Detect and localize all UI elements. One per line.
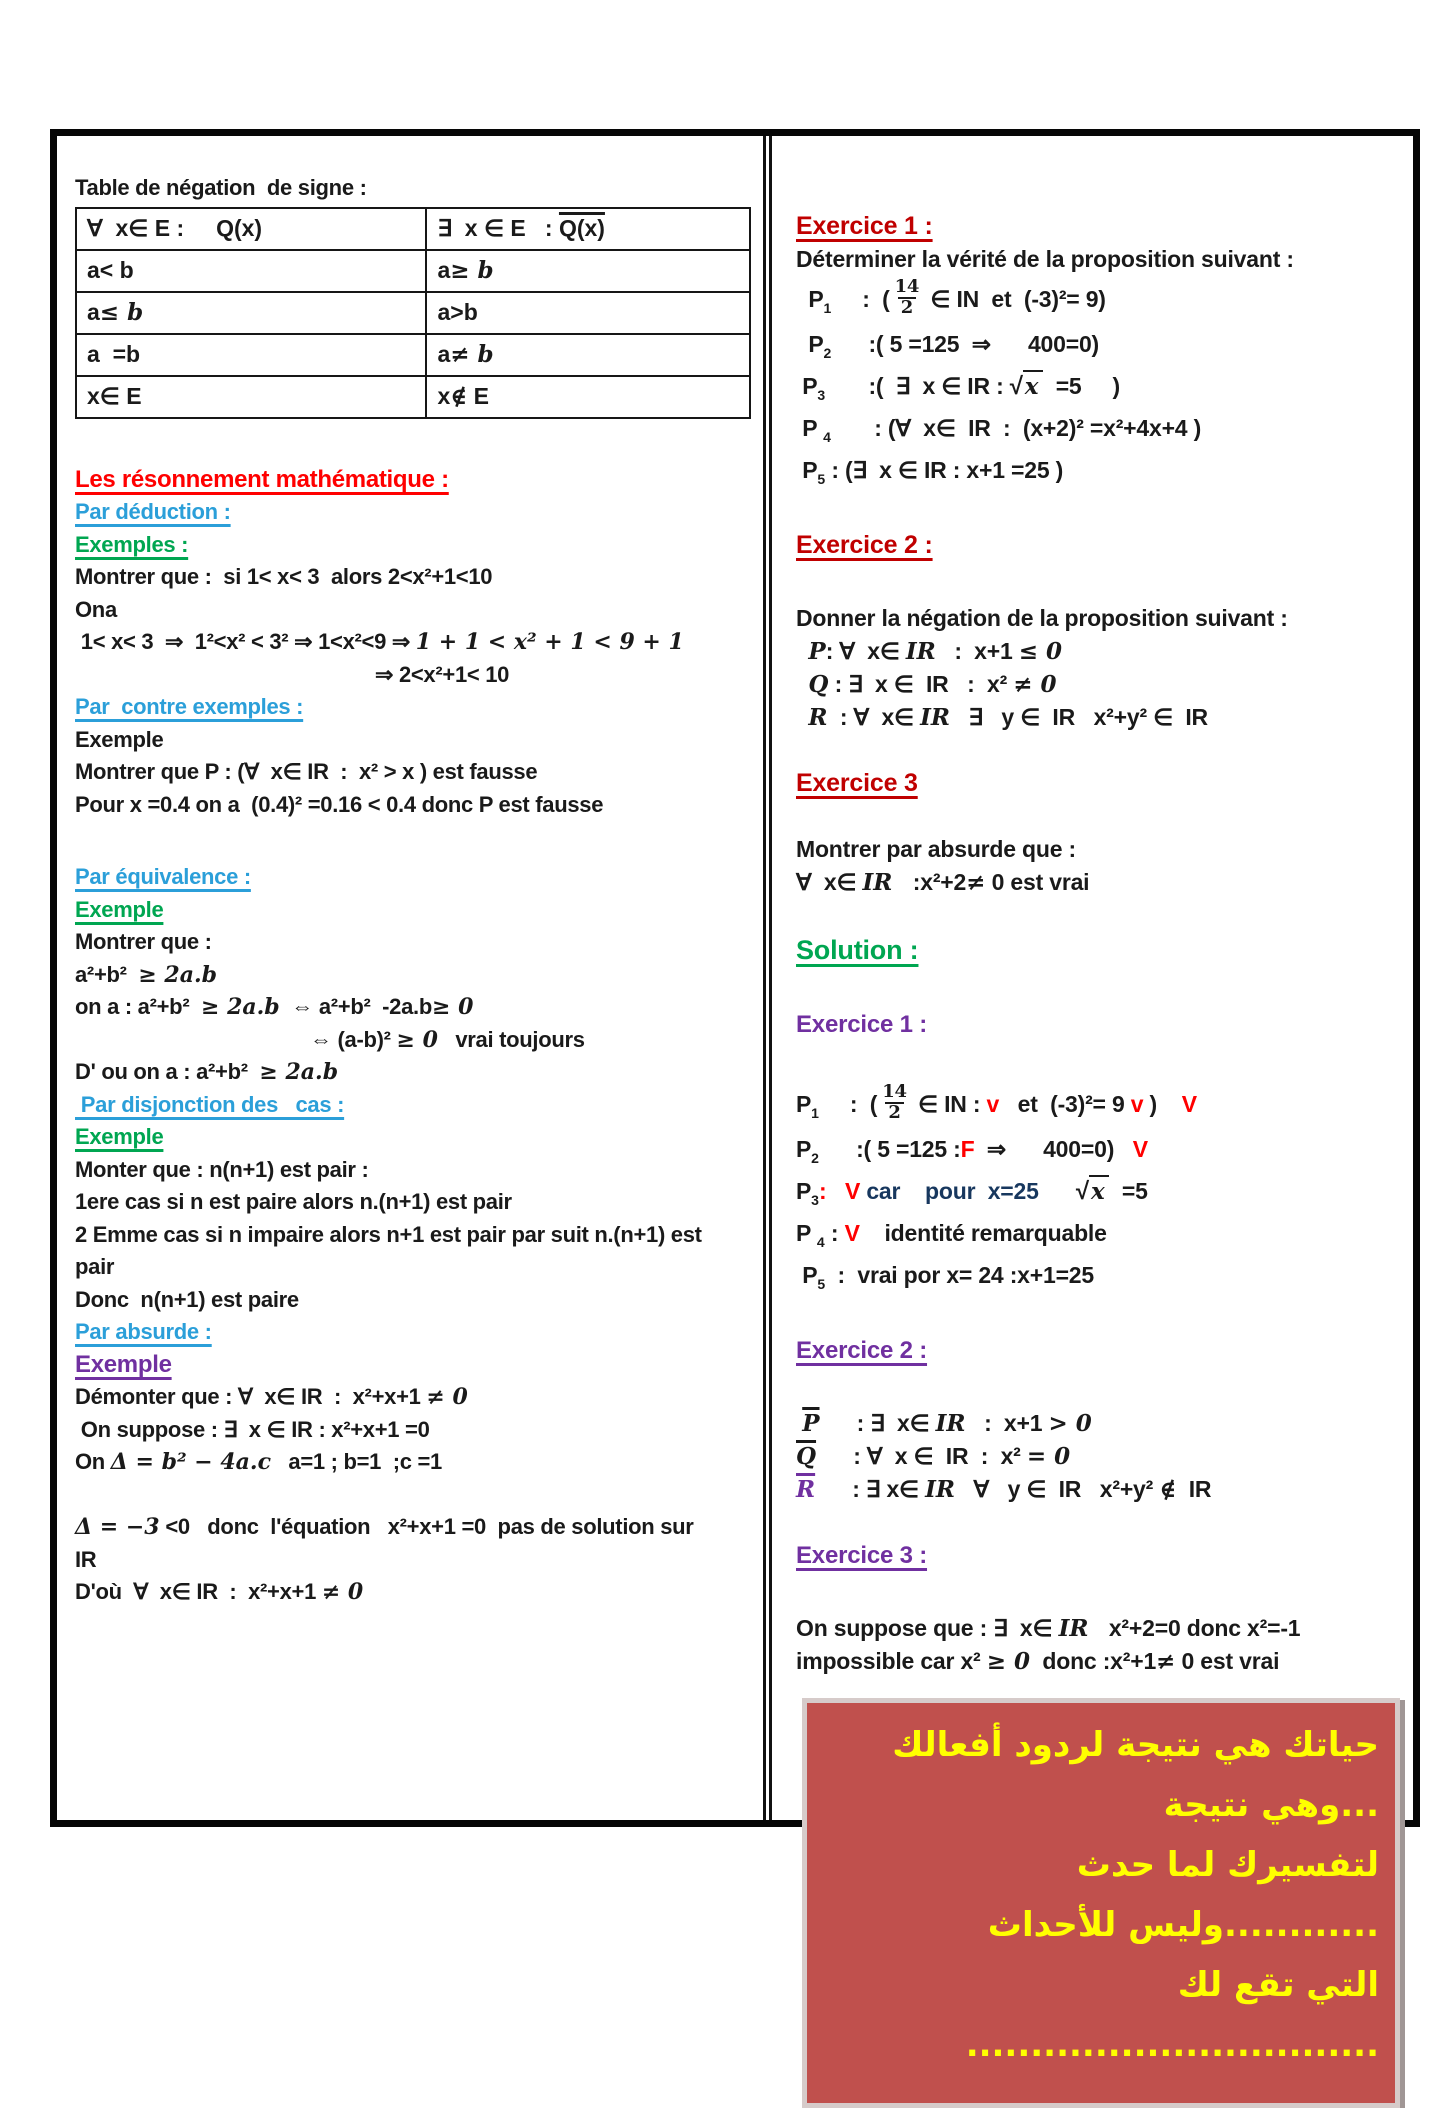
text-line: Exercice 2 : <box>796 530 933 559</box>
right-column <box>772 136 1413 2065</box>
spacer <box>796 496 1407 529</box>
quote-line: لتفسيرك لما حدث ............وليس للأحداث <box>987 1844 1379 1945</box>
text-line: $P_5$ : vrai por x= 24 :x+1=25 <box>796 1261 1094 1292</box>
text-line: Q : ∃ x ∈ IR : x² ≠ 0 <box>808 670 1057 698</box>
spacer <box>796 734 1407 767</box>
text-line: Par contre exemples : <box>75 694 304 719</box>
text-line: On suppose que : ∃ x∈ IR x²+2=0 donc x²=-1 <box>796 1614 1301 1642</box>
text-line: Exemple <box>75 1124 164 1149</box>
text-line: $P_1$ : ( $\frac{14}{2}$ ∈ IN : v et (-3)²= 9 v ) V <box>796 1080 1197 1123</box>
text-line: Par disjonction des cas : <box>75 1091 345 1117</box>
text-line: $\overline{Q}$ : ∀ x ∈ IR : x² = 0 <box>796 1442 1071 1470</box>
text-line: P $_4$ : (∀ x∈ IR : (x+2)² =x²+4x+4 ) <box>796 414 1202 445</box>
table-row <box>76 250 750 292</box>
table-row <box>76 208 750 250</box>
text-line: pair <box>75 1254 115 1279</box>
text-line: Montrer que P : (∀ x∈ IR : x² > x ) est fausse <box>75 759 538 784</box>
text-line: Montrer que : si 1< x< 3 alors 2<x²+1<10 <box>75 564 493 589</box>
table-cell: x∈ E <box>76 376 426 418</box>
text-line: Les résonnement mathématique : <box>75 465 449 493</box>
left-column <box>57 136 763 1820</box>
text-line: On Δ = b² − 4a.c a=1 ; b=1 ;c =1 <box>75 1449 442 1475</box>
spacer <box>796 562 1407 602</box>
text-line: Exercice 3 : <box>796 1541 928 1569</box>
text-line: Ona <box>75 596 117 622</box>
table-cell: a≥ b <box>426 250 750 292</box>
spacer <box>796 968 1407 1008</box>
text-line: Exemple <box>75 726 164 752</box>
text-line: Exercice 1 : <box>796 1010 928 1038</box>
table-cell: ∀ x∈ E : Q(x) <box>76 208 426 250</box>
left-text-block <box>75 464 757 1609</box>
text-line: P $_4$ : V identité remarquable <box>796 1219 1107 1250</box>
table-cell: a≠ b <box>426 334 750 376</box>
spacer <box>796 1572 1407 1612</box>
text-line: D' ou on a : a²+b² ≥ 2a.b <box>75 1059 339 1085</box>
text-line: Exercice 3 <box>796 768 918 797</box>
text-line: $P_2$ :( 5 =125 ⇒ 400=0) <box>796 330 1100 361</box>
text-line: R : ∀ x∈ IR ∃ y ∈ IR x²+y² ∈ IR <box>808 703 1208 731</box>
text-line: Déterminer la vérité de la proposition suivant : <box>796 246 1294 272</box>
text-line: Par équivalence : <box>75 864 251 889</box>
text-line: $\overline{R}$ : ∃ x∈ IR ∀ y ∈ IR x²+y² ∉ IR <box>796 1475 1212 1503</box>
text-line: Exercice 1 : <box>796 212 933 240</box>
quote-line: حياتك هي نتيجة لردود أفعالك ...وهي نتيجة <box>880 1724 1379 1825</box>
text-line: 1< x< 3 ⇒ 1²<x² < 3² ⇒ 1<x²<9 ⇒ 1 + 1 < x² + 1 < 9 + 1 <box>75 629 684 655</box>
table-cell: a< b <box>76 250 426 292</box>
table-cell: a =b <box>76 334 426 376</box>
fraction: $\frac{14}{2}$ <box>894 276 920 318</box>
spacer <box>796 1367 1407 1407</box>
spacer <box>796 800 1407 833</box>
table-cell: a≤ b <box>76 292 426 334</box>
negation-table <box>75 207 751 419</box>
sqrt-expression: √x <box>1076 1178 1110 1204</box>
text-line: D'où ∀ x∈ IR : x²+x+1 ≠ 0 <box>75 1579 364 1605</box>
spacer <box>796 899 1407 932</box>
right-text-block <box>796 210 1407 1678</box>
table-cell: a>b <box>426 292 750 334</box>
text-line: IR <box>75 1546 97 1572</box>
spacer <box>796 1041 1407 1081</box>
text-line: Pour x =0.4 on a (0.4)² =0.16 < 0.4 donc P est fausse <box>75 791 604 817</box>
text-line: on a : a²+b² ≥ 2a.b ⇔ a²+b² -2a.b≥ 0 <box>75 994 474 1020</box>
spacer <box>796 1506 1407 1539</box>
text-line: $P_3$: V car pour x=25 √x =5 <box>796 1175 1407 1217</box>
text-line: impossible car x² ≥ 0 donc :x²+1≠ 0 est vrai <box>796 1647 1280 1675</box>
spacer <box>796 1301 1407 1334</box>
text-line: Exemples : <box>75 531 189 557</box>
worksheet-frame <box>50 129 1420 2065</box>
text-line: $P_1$ : ( $\frac{14}{2}$ ∈ IN et (-3)²= 9) <box>796 276 1106 318</box>
table-cell: ∃ x ∈ E : Q(x) <box>426 208 750 250</box>
text-line: Monter que : n(n+1) est pair : <box>75 1156 369 1182</box>
table-row <box>76 334 750 376</box>
spacer <box>75 1479 757 1512</box>
negation-table-body <box>76 208 750 418</box>
text-line: Exercice 2 : <box>796 1336 928 1364</box>
quote-box <box>802 1698 1400 2108</box>
spacer <box>75 821 757 861</box>
text-line: Exemple <box>75 896 164 922</box>
text-line: Exemple <box>75 1350 172 1378</box>
text-line: ∀ x∈ IR :x²+2≠ 0 est vrai <box>796 868 1090 896</box>
text-line: 1ere cas si n est paire alors n.(n+1) est pair <box>75 1189 512 1214</box>
text-line: $P_5$ : (∃ x ∈ IR : x+1 =25 ) <box>796 456 1064 487</box>
text-line: Δ = −3 <0 donc l'équation x²+x+1 =0 pas de solution sur <box>75 1514 694 1540</box>
quote-line: التي تقع لك ................................ <box>965 1964 1379 2065</box>
text-line: $P_3$ :( ∃ x ∈ IR : √x =5 ) <box>796 370 1407 412</box>
text-line: $\overline{P}$ : ∃ x∈ IR : x+1 > 0 <box>802 1409 1092 1437</box>
text-line: 2 Emme cas si n impaire alors n+1 est pair par suit n.(n+1) est <box>75 1221 702 1247</box>
text-line: Montrer par absurde que : <box>796 835 1076 862</box>
text-line: Par absurde : <box>75 1319 212 1344</box>
fraction: $\frac{14}{2}$ <box>882 1080 907 1123</box>
text-line: ⇒ 2<x²+1< 10 <box>375 661 510 687</box>
text-line: ⇔ (a-b)² ≥ 0 vrai toujours <box>310 1026 585 1053</box>
text-line: a²+b² ≥ 2a.b <box>75 961 218 988</box>
table-title: Table de négation de signe : <box>75 175 367 200</box>
text-line: Solution : <box>796 934 919 965</box>
text-line: P: ∀ x∈ IR : x+1 ≤ 0 <box>808 637 1063 665</box>
column-divider <box>763 136 772 1820</box>
text-line: Donc n(n+1) est paire <box>75 1286 299 1312</box>
text-line: Démonter que : ∀ x∈ IR : x²+x+1 ≠ 0 <box>75 1384 468 1410</box>
text-line: $P_2$ :( 5 =125 :F ⇒ 400=0) V <box>796 1135 1148 1166</box>
table-row <box>76 292 750 334</box>
text-line: On suppose : ∃ x ∈ IR : x²+x+1 =0 <box>75 1416 430 1442</box>
text-line: Montrer que : <box>75 929 212 954</box>
text-line: Donner la négation de la proposition suivant : <box>796 604 1288 631</box>
sqrt-expression: √x <box>1010 373 1044 399</box>
table-cell: x∉ E <box>426 376 750 418</box>
table-row <box>76 376 750 418</box>
text-line: Par déduction : <box>75 499 231 524</box>
